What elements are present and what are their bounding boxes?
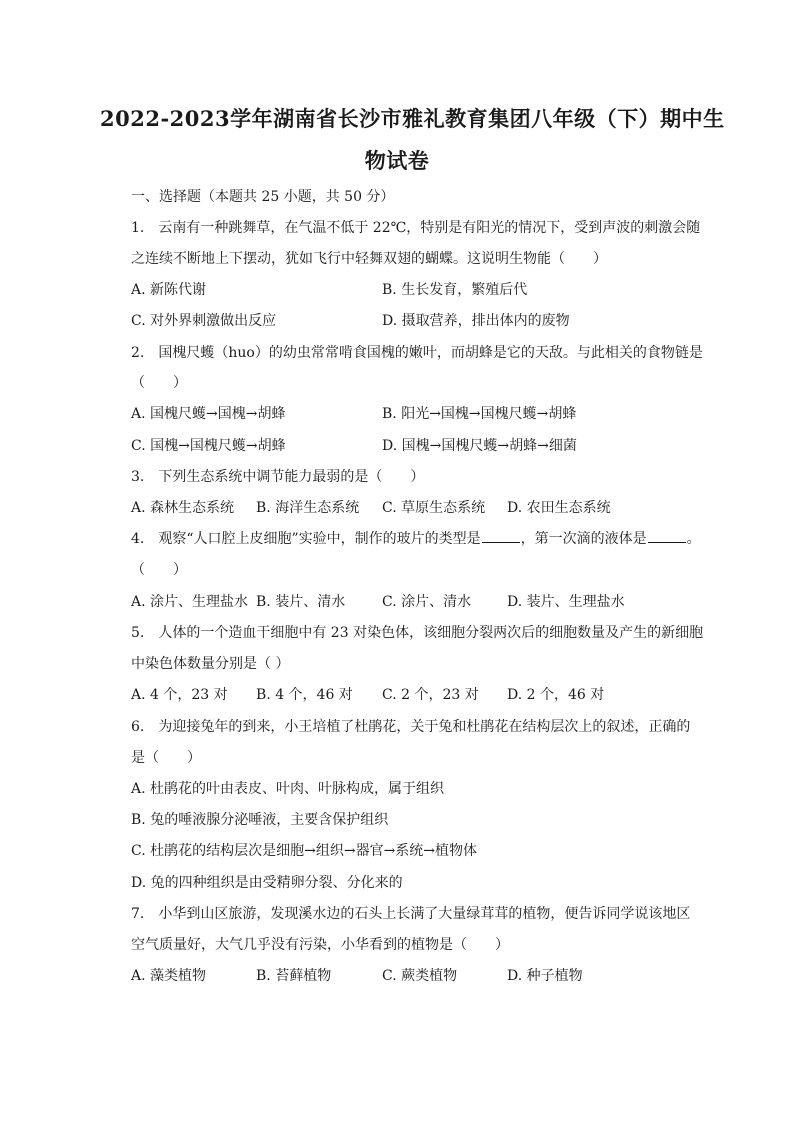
question-4-option-d: D. 装片、生理盐水 [507,594,625,610]
question-7-stem-line2: 空气质量好，大气几乎没有污染，小华看到的植物是（ ） [131,937,509,953]
question-4-option-a: A. 涂片、生理盐水 [131,594,249,610]
question-2-option-c: C. 国槐→国槐尺蠖→胡蜂 [131,438,286,454]
question-4-stem-line1 [131,530,701,548]
question-5-stem-line1: 5. 人体的一个造血干细胞中有 23 对染色体，该细胞分裂两次后的细胞数量及产生的新细胞 [131,625,704,641]
question-6-stem-line2: 是（ ） [131,750,201,766]
question-4-option-c: C. 涂片、清水 [382,594,472,610]
question-3-option-b: B. 海洋生态系统 [256,500,360,516]
exam-title-line1: 2022-2023学年湖南省长沙市雅礼教育集团八年级（下）期中生 [100,106,725,131]
question-4-stem-part2: ，第一次滴的液体是 [520,531,647,547]
question-7-option-c: C. 蕨类植物 [382,968,458,984]
question-5-option-c: C. 2 个，23 对 [382,687,479,703]
question-4-stem-line2: （ ） [131,562,187,578]
question-1-option-d: D. 摄取营养，排出体内的废物 [382,313,570,329]
question-1-option-c: C. 对外界刺激做出反应 [131,313,277,329]
question-5-option-b: B. 4 个，46 对 [256,687,353,703]
question-5-option-d: D. 2 个，46 对 [507,687,605,703]
question-2-stem-line2: （ ） [131,375,187,391]
question-3-option-a: A. 森林生态系统 [131,500,235,516]
question-6-option-d: D. 兔的四种组织是由受精卵分裂、分化来的 [131,875,403,891]
answer-blank-1 [482,530,520,543]
question-1-option-b: B. 生长发育，繁殖后代 [382,282,528,298]
question-3-stem: 3. 下列生态系统中调节能力最弱的是（ ） [131,469,425,485]
question-2-option-a: A. 国槐尺蠖→国槐→胡蜂 [131,406,286,422]
question-5-option-a: A. 4 个，23 对 [131,687,228,703]
question-6-stem-line1: 6. 为迎接兔年的到来，小王培植了杜鹃花，关于兔和杜鹃花在结构层次上的叙述，正确的 [131,719,691,735]
question-7-option-b: B. 苔藓植物 [256,968,332,984]
question-2-stem-line1: 2. 国槐尺蠖（huo）的幼虫常常啃食国槐的嫩叶，而胡蜂是它的天敌。与此相关的食物链是 [131,345,703,361]
question-4-stem-part3: 。 [686,531,701,547]
question-4-option-b: B. 装片、清水 [256,594,346,610]
question-1-option-a: A. 新陈代谢 [131,282,207,298]
question-7-option-a: A. 藻类植物 [131,968,207,984]
question-6-option-b: B. 兔的唾液腺分泌唾液，主要含保护组织 [131,812,389,828]
answer-blank-2 [648,530,686,543]
question-1-stem-line2: 之连续不断地上下摆动，犹如飞行中轻舞双翅的蝴蝶。这说明生物能（ ） [131,251,607,267]
question-3-option-c: C. 草原生态系统 [382,500,486,516]
question-2-option-d: D. 国槐→国槐尺蠖→胡蜂→细菌 [382,438,577,454]
exam-title-line2: 物试卷 [364,148,430,173]
question-6-option-a: A. 杜鹃花的叶由表皮、叶肉、叶脉构成，属于组织 [131,781,445,797]
question-1-stem-line1: 1. 云南有一种跳舞草，在气温不低于 22℃，特别是有阳光的情况下，受到声波的刺激会随 [131,220,701,236]
question-7-option-d: D. 种子植物 [507,968,583,984]
section-heading: 一、选择题（本题共 25 小题，共 50 分） [131,189,395,205]
question-7-stem-line1: 7. 小华到山区旅游，发现溪水边的石头上长满了大量绿茸茸的植物，便告诉同学说该地区 [131,906,691,922]
question-6-option-c: C. 杜鹃花的结构层次是细胞→组织→器官→系统→植物体 [131,843,478,859]
question-3-option-d: D. 农田生态系统 [507,500,611,516]
question-2-option-b: B. 阳光→国槐→国槐尺蠖→胡蜂 [382,406,577,422]
question-4-stem-part1: 4. 观察“人口腔上皮细胞”实验中，制作的玻片的类型是 [131,531,481,547]
question-5-stem-line2: 中染色体数量分别是（ ） [131,656,290,672]
